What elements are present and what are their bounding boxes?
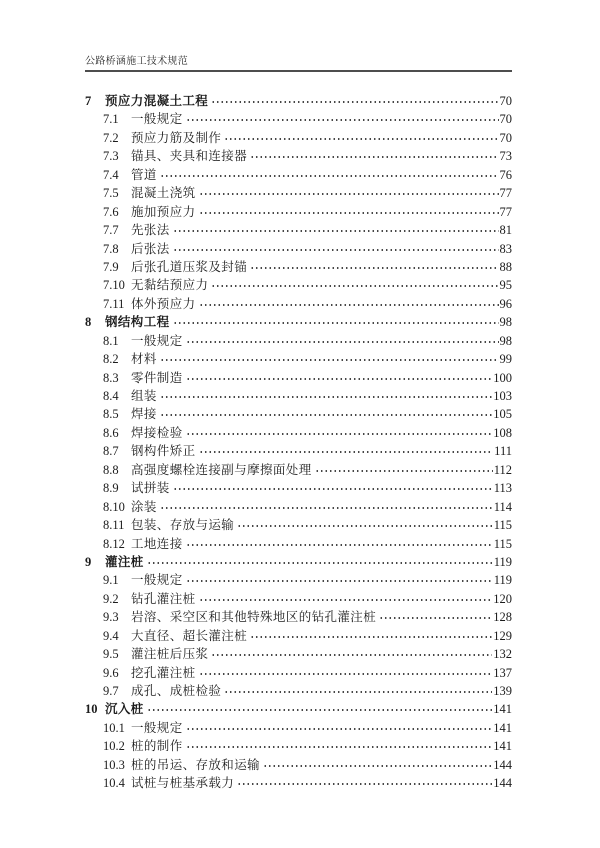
toc-entry-number: 8.4	[103, 389, 119, 403]
dot-leader	[199, 590, 493, 608]
toc-entry-page: 115	[493, 518, 512, 533]
toc-entry-page: 95	[499, 278, 512, 293]
toc-entry-number: 8.2	[103, 352, 119, 367]
toc-entry-title: 岩溶、采空区和其他特殊地区的钻孔灌注桩	[131, 610, 377, 625]
toc-entry-page: 81	[499, 223, 512, 238]
toc-entry-title: 一般规定	[131, 333, 183, 348]
toc-entry-title: 锚具、夹具和连接器	[131, 149, 248, 164]
toc-entry	[85, 387, 512, 405]
toc-entry-number: 7.3	[103, 149, 119, 164]
dot-leader	[224, 682, 492, 700]
toc-entry	[85, 682, 512, 700]
toc-entry	[85, 627, 512, 645]
toc-entry-number: 7.7	[103, 223, 119, 238]
toc-entry-number: 8.3	[103, 370, 119, 385]
running-header-text: 公路桥涵施工技术规范	[85, 56, 188, 67]
toc-entry-page: 77	[499, 204, 512, 219]
toc-entry-page: 77	[499, 186, 512, 201]
toc-entry	[85, 332, 512, 350]
dot-leader	[211, 276, 498, 294]
dot-leader	[250, 147, 498, 165]
toc-entry-page: 70	[499, 112, 512, 127]
toc-entry-number: 10.1	[103, 720, 125, 735]
toc-entry-number: 8.1	[103, 333, 119, 348]
toc-entry-page: 108	[493, 425, 512, 440]
toc-entry-title: 材料	[131, 352, 157, 367]
toc-entry-page: 119	[493, 573, 512, 588]
toc-entry	[85, 535, 512, 553]
dot-leader	[211, 92, 498, 110]
toc-entry-page: 98	[499, 315, 512, 330]
dot-leader	[160, 498, 493, 516]
toc-entry-number: 8.9	[103, 481, 119, 496]
toc-entry-page: 73	[499, 149, 512, 164]
toc-entry-page: 100	[493, 370, 512, 385]
toc-entry	[85, 350, 512, 368]
toc-entry-number: 7.4	[103, 167, 119, 182]
toc-entry-page: 83	[499, 241, 512, 256]
toc-entry-number: 9.5	[103, 647, 119, 662]
toc-entry-title: 焊接	[131, 407, 157, 422]
toc-entry-page: 111	[494, 444, 512, 459]
dot-leader	[160, 405, 492, 423]
toc-entry-page: 112	[493, 462, 512, 477]
toc-entry-title: 钢结构工程	[105, 315, 170, 330]
toc-entry-title: 预应力筋及制作	[131, 130, 222, 145]
dot-leader	[186, 737, 493, 755]
toc-entry	[85, 313, 512, 331]
toc-entry-number: 7.5	[103, 186, 119, 201]
toc-entry-page: 103	[493, 389, 512, 403]
toc-entry-number: 8.8	[103, 462, 119, 477]
toc-entry-title: 体外预应力	[131, 296, 196, 311]
toc-entry-title: 包装、存放与运输	[131, 518, 235, 533]
toc-entry-title: 无黏结预应力	[131, 278, 209, 293]
dot-leader	[147, 553, 493, 571]
toc-entry	[85, 147, 512, 165]
dot-leader	[160, 166, 499, 184]
dot-leader	[199, 664, 493, 682]
toc-entry-number: 7.9	[103, 259, 119, 274]
running-header	[85, 55, 512, 72]
dot-leader	[147, 700, 493, 718]
toc-entry	[85, 92, 512, 110]
toc-entry-title: 一般规定	[131, 573, 183, 588]
dot-leader	[160, 350, 499, 368]
toc-entry-number: 9.1	[103, 573, 119, 588]
dot-leader	[173, 479, 493, 497]
toc-entry-title: 预应力混凝土工程	[105, 94, 209, 108]
toc-entry-number: 10.3	[103, 757, 125, 772]
dot-leader	[186, 571, 493, 589]
toc-entry-page: 113	[493, 481, 512, 496]
toc-entry-title: 高强度螺栓连接副与摩擦面处理	[131, 462, 312, 477]
toc-entry-page: 88	[499, 259, 512, 274]
dot-leader	[186, 535, 493, 553]
dot-leader	[224, 129, 498, 147]
toc-entry	[85, 756, 512, 774]
toc-entry-number: 7	[85, 94, 92, 108]
toc-entry	[85, 221, 512, 239]
toc-entry-page: 115	[493, 536, 512, 551]
toc-entry	[85, 608, 512, 626]
toc-entry-page: 144	[493, 757, 512, 772]
dot-leader	[315, 461, 493, 479]
toc-entry-page: 132	[493, 647, 512, 662]
toc-entry-title: 一般规定	[131, 720, 183, 735]
toc-entry-title: 试拼装	[131, 481, 170, 496]
dot-leader	[173, 240, 499, 258]
toc-entry-page: 96	[499, 296, 512, 311]
dot-leader	[379, 608, 492, 626]
toc-entry-page: 70	[499, 130, 512, 145]
dot-leader	[237, 516, 493, 534]
toc-entry	[85, 129, 512, 147]
toc-list	[85, 92, 512, 793]
toc-entry-title: 灌注桩	[105, 554, 144, 569]
toc-entry-title: 焊接检验	[131, 425, 183, 440]
toc-entry	[85, 442, 512, 460]
toc-entry-number: 8.5	[103, 407, 119, 422]
toc-entry	[85, 700, 512, 718]
toc-entry-title: 涂装	[131, 499, 157, 514]
toc-entry	[85, 664, 512, 682]
toc-entry	[85, 240, 512, 258]
dot-leader	[186, 424, 493, 442]
toc-entry-title: 挖孔灌注桩	[131, 665, 196, 680]
toc-entry-title: 试桩与桩基承载力	[131, 776, 235, 791]
toc-entry-page: 144	[493, 776, 512, 791]
dot-leader	[199, 442, 494, 460]
toc-entry	[85, 516, 512, 534]
toc-entry-title: 桩的制作	[131, 739, 183, 754]
toc-entry-number: 8.6	[103, 425, 119, 440]
toc-entry-number: 10.2	[103, 739, 125, 754]
dot-leader	[199, 203, 499, 221]
toc-entry-title: 一般规定	[131, 112, 183, 127]
toc-entry-number: 7.11	[103, 296, 125, 311]
toc-entry-page: 120	[493, 591, 512, 606]
toc-entry	[85, 184, 512, 202]
toc-entry-page: 98	[499, 333, 512, 348]
dot-leader	[186, 332, 499, 350]
toc-entry-number: 10	[85, 702, 98, 717]
toc-entry	[85, 258, 512, 276]
toc-entry-title: 组装	[131, 389, 157, 403]
toc-entry-number: 9.4	[103, 628, 119, 643]
toc-entry-title: 管道	[131, 167, 157, 182]
toc-entry-number: 7.10	[103, 278, 125, 293]
toc-entry	[85, 369, 512, 387]
toc-entry-title: 成孔、成桩检验	[131, 684, 222, 698]
toc-entry-title: 施加预应力	[131, 204, 196, 219]
toc-entry-page: 119	[493, 554, 512, 569]
toc-entry	[85, 645, 512, 663]
toc-entry-number: 8.7	[103, 444, 119, 459]
toc-entry	[85, 203, 512, 221]
dot-leader	[237, 774, 492, 792]
dot-leader	[173, 221, 499, 239]
toc-entry	[85, 737, 512, 755]
toc-entry-number: 9.7	[103, 684, 119, 698]
toc-entry	[85, 110, 512, 128]
toc-entry	[85, 424, 512, 442]
dot-leader	[211, 645, 492, 663]
toc-entry	[85, 719, 512, 737]
dot-leader	[186, 110, 499, 128]
toc-entry-title: 大直径、超长灌注桩	[131, 628, 248, 643]
toc-entry-page: 139	[493, 684, 512, 698]
toc-entry	[85, 166, 512, 184]
dot-leader	[186, 369, 493, 387]
toc-entry-title: 工地连接	[131, 536, 183, 551]
toc-entry	[85, 405, 512, 423]
toc-entry-number: 9	[85, 554, 92, 569]
toc-entry-number: 8.11	[103, 518, 125, 533]
toc-entry	[85, 590, 512, 608]
toc-entry-page: 141	[493, 720, 512, 735]
toc-entry-page: 128	[493, 610, 512, 625]
toc-entry-title: 钻孔灌注桩	[131, 591, 196, 606]
dot-leader	[199, 295, 499, 313]
dot-leader	[199, 184, 499, 202]
toc-entry	[85, 774, 512, 792]
toc-entry-title: 钢构件矫正	[131, 444, 196, 459]
dot-leader	[160, 387, 492, 405]
toc-entry-page: 99	[499, 352, 512, 367]
toc-entry	[85, 276, 512, 294]
toc-entry-number: 7.2	[103, 130, 119, 145]
toc-entry-title: 沉入桩	[105, 702, 144, 717]
toc-entry	[85, 461, 512, 479]
dot-leader	[263, 756, 492, 774]
toc-entry-title: 混凝土浇筑	[131, 186, 196, 201]
toc-entry-page: 141	[493, 739, 512, 754]
toc-entry-page: 76	[499, 167, 512, 182]
toc-entry-page: 105	[493, 407, 512, 422]
dot-leader	[173, 313, 499, 331]
toc-entry	[85, 479, 512, 497]
toc-entry-number: 9.3	[103, 610, 119, 625]
toc-entry-title: 先张法	[131, 223, 170, 238]
toc-entry-page: 114	[493, 499, 512, 514]
toc-entry	[85, 571, 512, 589]
toc-entry	[85, 498, 512, 516]
toc-entry-number: 7.6	[103, 204, 119, 219]
toc-entry-number: 7.8	[103, 241, 119, 256]
dot-leader	[186, 719, 493, 737]
toc-entry-number: 8.10	[103, 499, 125, 514]
toc-entry-page: 70	[499, 94, 512, 108]
toc-entry-page: 141	[493, 702, 512, 717]
toc-entry	[85, 295, 512, 313]
dot-leader	[250, 627, 492, 645]
toc-entry-number: 9.2	[103, 591, 119, 606]
toc-entry-title: 后张法	[131, 241, 170, 256]
toc-entry-page: 137	[493, 665, 512, 680]
toc-entry-page: 129	[493, 628, 512, 643]
toc-entry-number: 9.6	[103, 665, 119, 680]
toc-entry-title: 灌注桩后压浆	[131, 647, 209, 662]
dot-leader	[250, 258, 498, 276]
toc-entry-number: 7.1	[103, 112, 119, 127]
toc-entry-title: 零件制造	[131, 370, 183, 385]
toc-entry-number: 8.12	[103, 536, 125, 551]
toc-entry-number: 10.4	[103, 776, 125, 791]
toc-entry	[85, 553, 512, 571]
toc-entry-number: 8	[85, 315, 92, 330]
toc-entry-title: 桩的吊运、存放和运输	[131, 757, 261, 772]
toc-entry-title: 后张孔道压浆及封锚	[131, 259, 248, 274]
